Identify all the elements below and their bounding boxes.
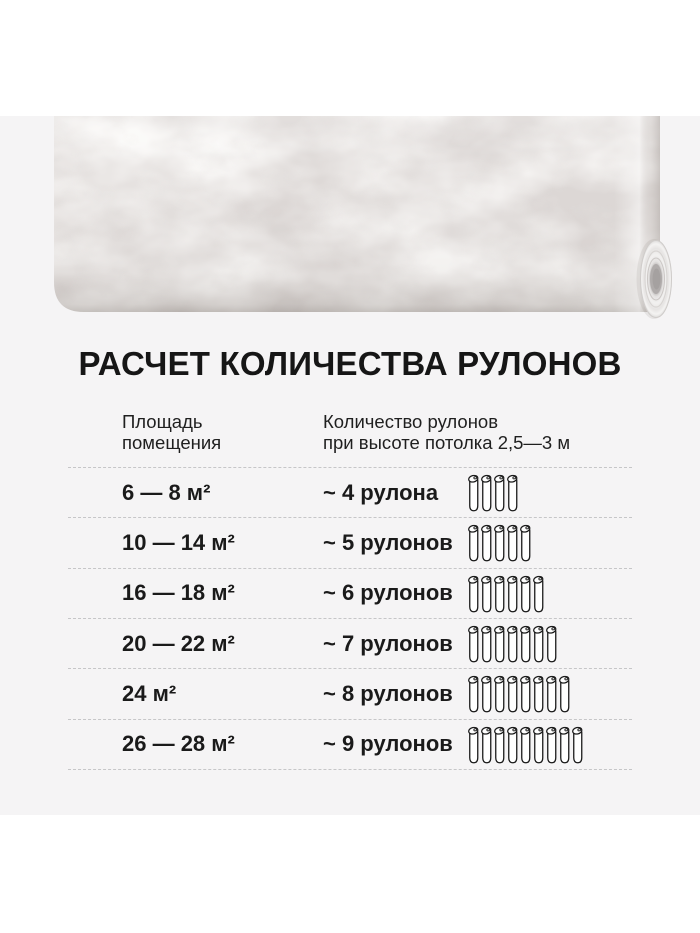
wallpaper-roll-icon bbox=[546, 675, 558, 713]
wallpaper-sheet bbox=[54, 116, 660, 312]
wallpaper-roll-icon bbox=[481, 675, 493, 713]
wallpaper-roll-icon bbox=[533, 575, 545, 613]
wallpaper-roll-icon bbox=[468, 575, 480, 613]
wallpaper-roll-icon bbox=[507, 726, 519, 764]
table-row bbox=[68, 669, 632, 719]
wallpaper-roll-icon bbox=[494, 575, 506, 613]
wallpaper-roll-icon bbox=[520, 524, 532, 562]
area-value: 10 — 14 м² bbox=[122, 529, 235, 555]
wallpaper-roll-icon bbox=[533, 675, 545, 713]
wallpaper-roll-icon bbox=[533, 625, 545, 663]
roll-icons bbox=[468, 473, 519, 512]
quantity-value: ~ 8 рулонов bbox=[323, 680, 453, 706]
wallpaper-roll-icon bbox=[507, 474, 519, 512]
wallpaper-roll-icon bbox=[468, 524, 480, 562]
rolls-calculation-table bbox=[68, 408, 632, 770]
wallpaper-rolled-end bbox=[637, 239, 673, 319]
roll-icons bbox=[468, 624, 558, 663]
table-header-row bbox=[68, 408, 632, 468]
quantity-value: ~ 7 рулонов bbox=[323, 630, 453, 656]
column-header-area: Площадь помещения bbox=[122, 411, 222, 453]
wallpaper-roll-icon bbox=[572, 726, 584, 764]
wallpaper-roll-icon bbox=[533, 726, 545, 764]
wallpaper-roll-icon bbox=[481, 575, 493, 613]
area-value: 20 — 22 м² bbox=[122, 630, 235, 656]
table-row bbox=[68, 569, 632, 619]
roll-icons bbox=[468, 725, 584, 764]
wallpaper-roll-icon bbox=[481, 726, 493, 764]
wallpaper-roll-icon bbox=[546, 726, 558, 764]
wallpaper-roll-icon bbox=[520, 575, 532, 613]
table-row bbox=[68, 619, 632, 669]
wallpaper-roll-icon bbox=[481, 625, 493, 663]
wallpaper-roll-icon bbox=[468, 474, 480, 512]
area-value: 24 м² bbox=[122, 680, 177, 706]
wallpaper-roll-icon bbox=[494, 524, 506, 562]
area-value: 6 — 8 м² bbox=[122, 479, 211, 505]
table-row bbox=[68, 468, 632, 518]
column-header-quantity: Количество рулонов при высоте потолка 2,5—3 м bbox=[323, 411, 571, 453]
roll-icons bbox=[468, 523, 532, 562]
wallpaper-roll-icon bbox=[494, 474, 506, 512]
wallpaper-roll-icon bbox=[481, 474, 493, 512]
wallpaper-roll-icon bbox=[507, 524, 519, 562]
table-row bbox=[68, 518, 632, 568]
area-value: 26 — 28 м² bbox=[122, 731, 235, 757]
quantity-value: ~ 5 рулонов bbox=[323, 529, 453, 555]
quantity-value: ~ 9 рулонов bbox=[323, 731, 453, 757]
wallpaper-roll-icon bbox=[546, 625, 558, 663]
wallpaper-roll-icon bbox=[468, 625, 480, 663]
wallpaper-roll-icon bbox=[559, 675, 571, 713]
wallpaper-roll-icon bbox=[468, 675, 480, 713]
wallpaper-roll-icon bbox=[559, 726, 571, 764]
area-value: 16 — 18 м² bbox=[122, 580, 235, 606]
wallpaper-photo bbox=[54, 116, 676, 322]
wallpaper-roll-image bbox=[54, 116, 676, 322]
wallpaper-roll-icon bbox=[520, 726, 532, 764]
table-row bbox=[68, 720, 632, 770]
wallpaper-roll-icon bbox=[494, 726, 506, 764]
wallpaper-roll-icon bbox=[468, 726, 480, 764]
wallpaper-roll-icon bbox=[494, 625, 506, 663]
page-title: РАСЧЕТ КОЛИЧЕСТВА РУЛОНОВ bbox=[78, 345, 622, 382]
wallpaper-roll-icon bbox=[507, 675, 519, 713]
quantity-value: ~ 4 рулона bbox=[323, 479, 439, 505]
wallpaper-roll-icon bbox=[507, 625, 519, 663]
wallpaper-roll-icon bbox=[507, 575, 519, 613]
roll-icons bbox=[468, 574, 545, 613]
quantity-value: ~ 6 рулонов bbox=[323, 580, 453, 606]
wallpaper-roll-icon bbox=[494, 675, 506, 713]
roll-icons bbox=[468, 674, 571, 713]
wallpaper-roll-icon bbox=[481, 524, 493, 562]
wallpaper-roll-icon bbox=[520, 675, 532, 713]
wallpaper-roll-icon bbox=[520, 625, 532, 663]
